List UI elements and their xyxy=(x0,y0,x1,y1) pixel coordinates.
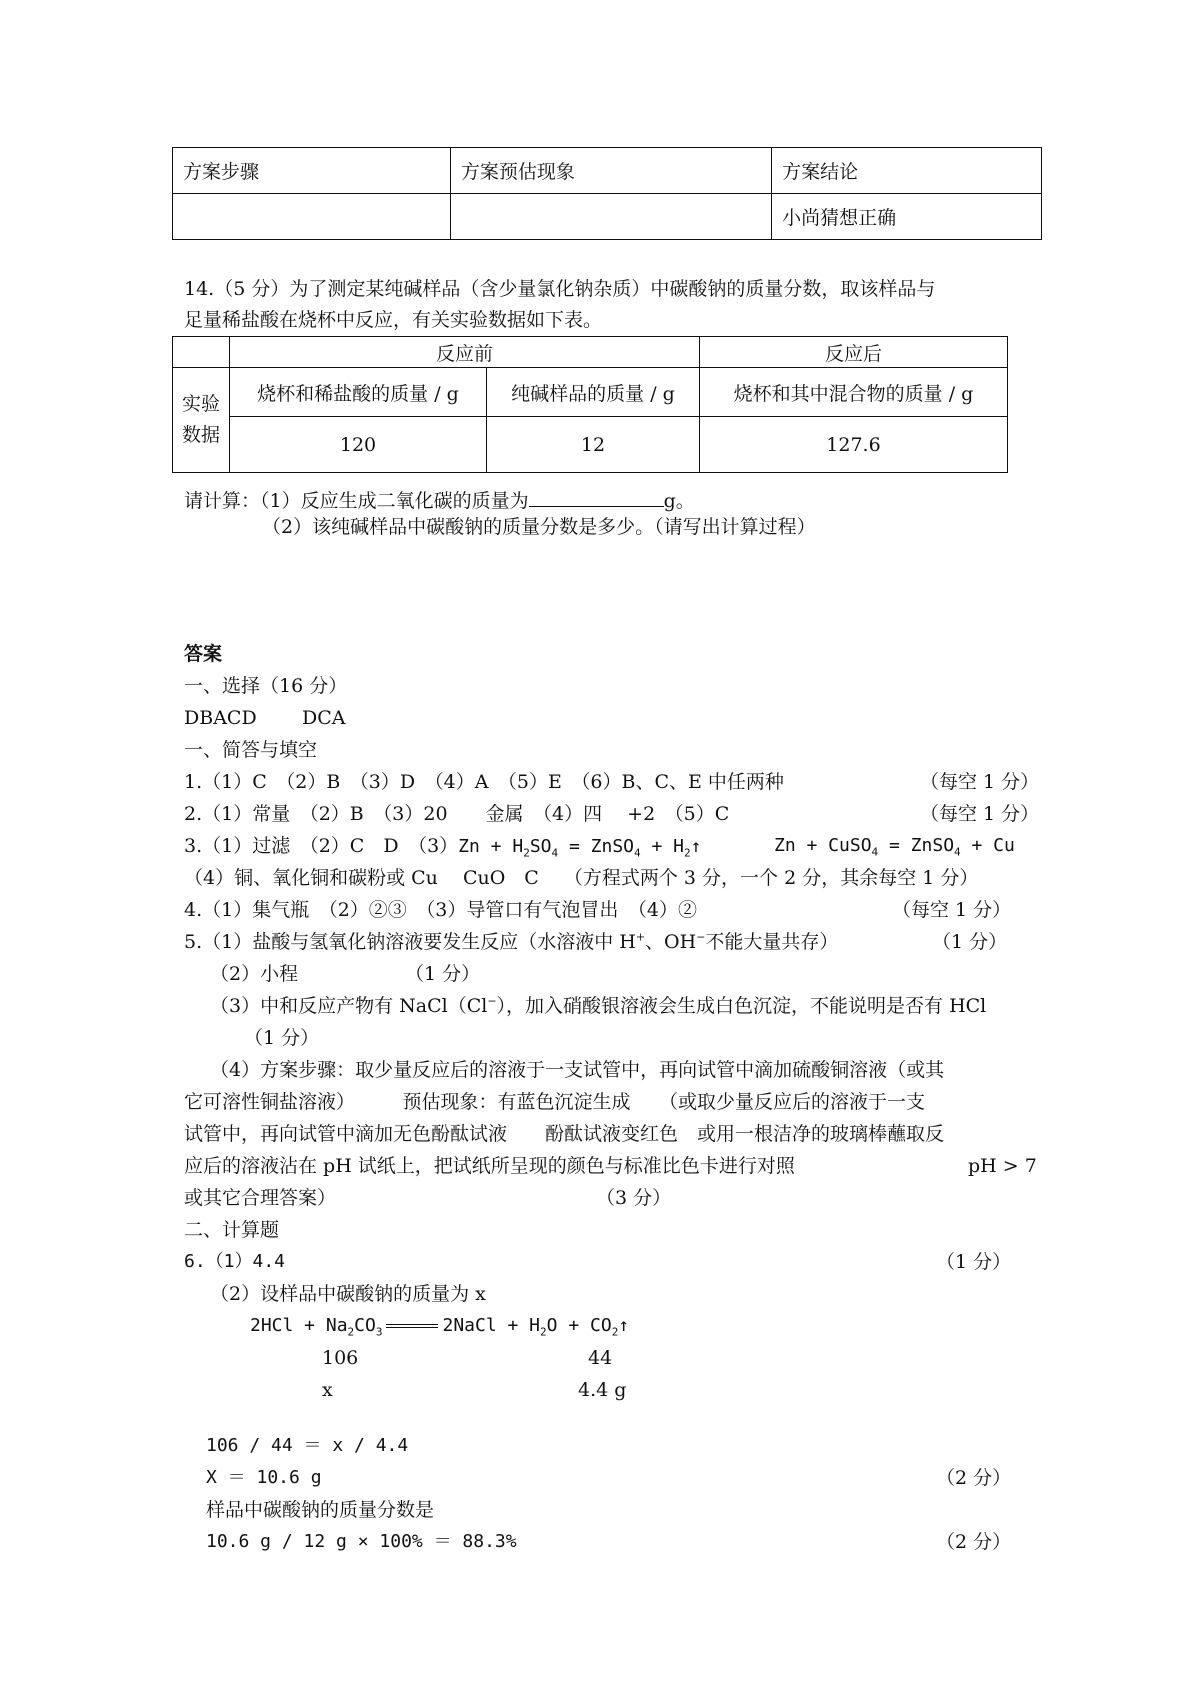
answer-2: 2.（1）常量 （2）B （3）20 金属 （4）四 +2 （5）C xyxy=(184,803,730,825)
row-label-line1: 实验 xyxy=(181,393,220,415)
answer-blank xyxy=(529,487,664,507)
table-row xyxy=(173,337,1008,368)
answer-1: 1.（1）C （2）B （3）D （4）A （5）E （6）B、C、E 中任两种 xyxy=(184,771,784,793)
calc-1-prefix: 请计算：（1）反应生成二氧化碳的质量为 xyxy=(184,490,529,512)
fraction-label: 样品中碳酸钠的质量分数是 xyxy=(206,1499,435,1521)
answer-5-3-score: （1 分） xyxy=(244,1027,320,1049)
choice-answers-b: DCA xyxy=(302,707,346,729)
mass-co2: 4.4 g xyxy=(578,1379,627,1401)
equals-bar xyxy=(386,1324,438,1328)
reaction-equation: $2HCl + Na_2CO_3$ 2NaCl + $H_2O$ + $CO_2↑$ xyxy=(250,1315,630,1339)
row-label-line2: 数据 xyxy=(181,424,220,446)
ratio-line: 106 / 44 ＝ x / 4.4 xyxy=(206,1435,409,1456)
q14-line1: 14.（5 分）为了测定某纯碱样品（含少量氯化钠杂质）中碳酸钠的质量分数，取该样品与 xyxy=(184,278,936,300)
row-label xyxy=(173,368,230,473)
table-row xyxy=(173,368,1008,417)
answer-3 xyxy=(184,835,702,860)
value-beaker-mixture: 127.6 xyxy=(700,417,1008,473)
answer-2-score: （每空 1 分） xyxy=(920,803,1040,825)
col-beaker-mixture: 烧杯和其中混合物的质量 / g xyxy=(700,368,1008,417)
answer-4-score: （每空 1 分） xyxy=(892,899,1012,921)
section-short-head: 一、简答与填空 xyxy=(184,739,318,761)
cell-conclusion: 小尚猜想正确 xyxy=(772,194,1042,240)
fraction-score: （2 分） xyxy=(936,1531,1012,1553)
answer-5-1: 5.（1）盐酸与氢氧化钠溶液要发生反应（水溶液中 H+、OH−不能大量共存） xyxy=(184,930,839,953)
answer-5-3: （3）中和反应产物有 NaCl（Cl−），加入硝酸银溶液会生成白色沉淀，不能说明是否有 HCl xyxy=(210,994,987,1017)
answer-6-2: （2）设样品中碳酸钠的质量为 x xyxy=(210,1283,486,1305)
answers-title: 答案 xyxy=(184,643,223,665)
cell-steps xyxy=(173,194,451,240)
x-value: X ＝ 10.6 g xyxy=(206,1467,322,1488)
calc-1 xyxy=(184,487,695,511)
equation-zn-h2so4: $Zn + H_2SO_4$ = ZnSO$_4$ + $H_2↑$ xyxy=(458,836,702,860)
answer-5-4-line2: 它可溶性铜盐溶液） 预估现象：有蓝色沉淀生成 （或取少量反应后的溶液于一支 xyxy=(184,1091,926,1113)
answer-5-2-score: （1 分） xyxy=(405,963,481,985)
calc-1-suffix: g。 xyxy=(663,490,695,512)
header-after: 反应后 xyxy=(700,337,1008,368)
experiment-table xyxy=(172,336,1008,473)
answer-5-4-score: （3 分） xyxy=(596,1187,672,1209)
table-row xyxy=(173,417,1008,473)
answer-5-4-line3: 试管中，再向试管中滴加无色酚酞试液 酚酞试液变红色 或用一根洁净的玻璃棒蘸取反 xyxy=(184,1123,945,1145)
table-row xyxy=(173,194,1042,240)
col-beaker-acid: 烧杯和稀盐酸的质量 / g xyxy=(230,368,487,417)
equation-zn-cuso4: Zn + CuSO$_4$ = ZnSO$_4$ + Cu xyxy=(774,835,1015,859)
answer-3b: （4）铜、氧化铜和碳粉或 Cu CuO C （方程式两个 3 分，一个 2 分，其余每空 1 分） xyxy=(184,867,979,889)
corner-cell xyxy=(173,337,230,368)
header-before: 反应前 xyxy=(230,337,700,368)
answer-5-4-ph: pH > 7 xyxy=(968,1155,1037,1177)
choice-answers-a: DBACD xyxy=(184,707,257,729)
answer-5-4-line4: 应后的溶液沾在 pH 试纸上，把试纸所呈现的颜色与标准比色卡进行对照 xyxy=(184,1155,795,1177)
header-plan-conclusion: 方案结论 xyxy=(772,148,1042,194)
value-beaker-acid: 120 xyxy=(230,417,487,473)
value-sample-mass: 12 xyxy=(487,417,700,473)
cell-phenomena xyxy=(450,194,771,240)
answer-5-4-line1: （4）方案步骤：取少量反应后的溶液于一支试管中，再向试管中滴加硫酸铜溶液（或其 xyxy=(210,1059,945,1081)
x-value-score: （2 分） xyxy=(936,1467,1012,1489)
section-calc-head: 二、计算题 xyxy=(184,1219,280,1241)
header-plan-steps: 方案步骤 xyxy=(173,148,451,194)
var-x: x xyxy=(322,1379,333,1401)
header-plan-phenomena: 方案预估现象 xyxy=(450,148,771,194)
plan-table xyxy=(172,147,1042,240)
answer-5-1-score: （1 分） xyxy=(932,931,1008,953)
molar-mass-na2co3: 106 xyxy=(322,1347,359,1369)
answer-6-1: 6.（1）4.4 xyxy=(184,1251,286,1272)
col-sample-mass: 纯碱样品的质量 / g xyxy=(487,368,700,417)
molar-mass-co2: 44 xyxy=(588,1347,613,1369)
answer-5-4-line5: 或其它合理答案） xyxy=(184,1187,337,1209)
answer-5-2: （2）小程 xyxy=(210,963,299,985)
answer-4: 4.（1）集气瓶 （2）②③ （3）导管口有气泡冒出 （4）② xyxy=(184,899,697,921)
fraction-calc: 10.6 g / 12 g × 100% ＝ 88.3% xyxy=(206,1531,517,1552)
calc-2: （2）该纯碱样品中碳酸钠的质量分数是多少。（请写出计算过程） xyxy=(262,516,816,538)
answer-6-1-score: （1 分） xyxy=(936,1251,1012,1273)
answer-1-score: （每空 1 分） xyxy=(920,771,1040,793)
table-row xyxy=(173,148,1042,194)
section-choice-head: 一、选择（16 分） xyxy=(184,675,348,697)
q14-line2: 足量稀盐酸在烧杯中反应，有关实验数据如下表。 xyxy=(184,309,603,331)
answer-3-prefix: 3.（1）过滤 （2）C D （3） xyxy=(184,835,459,857)
